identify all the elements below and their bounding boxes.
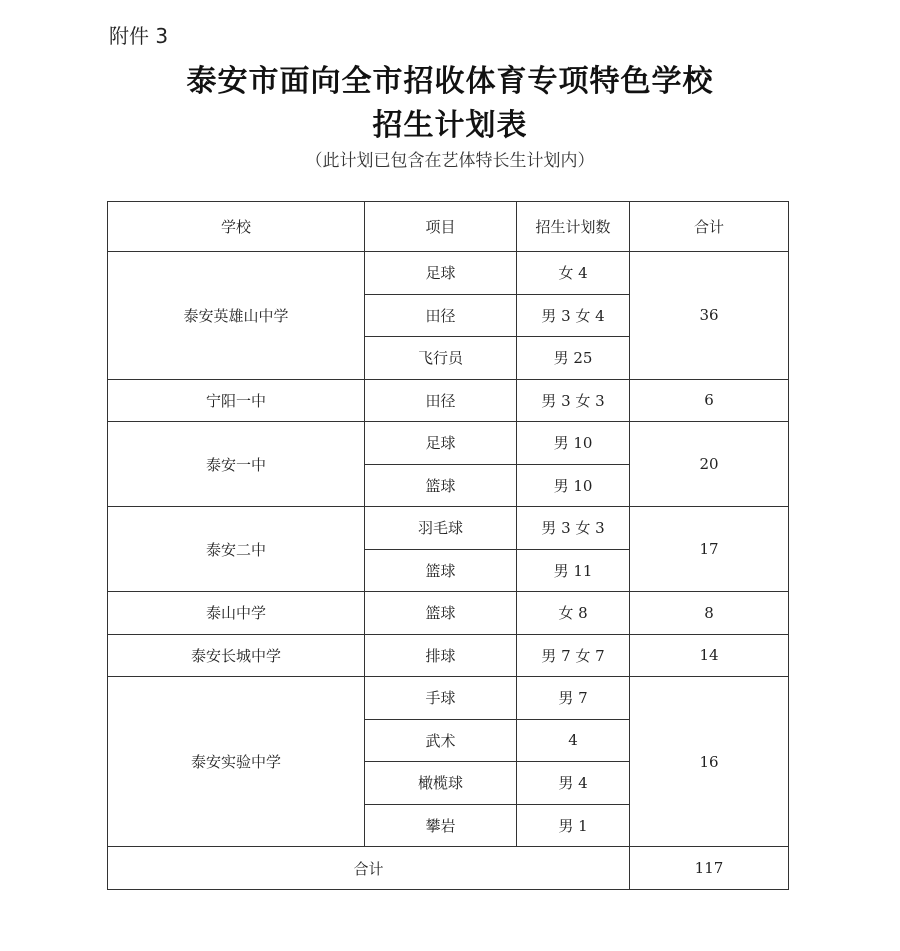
school-total-cell: 14 xyxy=(630,634,789,677)
sport-cell: 篮球 xyxy=(365,464,517,507)
school-total-cell: 8 xyxy=(630,592,789,635)
quota-cell: 男 25 xyxy=(517,337,630,380)
school-total-cell: 16 xyxy=(630,677,789,847)
sport-cell: 足球 xyxy=(365,252,517,295)
quota-cell: 男 4 xyxy=(517,762,630,805)
sport-cell: 田径 xyxy=(365,294,517,337)
quota-cell: 女 4 xyxy=(517,252,630,295)
table-body xyxy=(108,252,789,890)
school-cell: 泰安英雄山中学 xyxy=(108,252,365,380)
attachment-label: 附件 3 xyxy=(109,24,169,48)
sport-cell: 田径 xyxy=(365,379,517,422)
document-subtitle: 招生计划表 xyxy=(372,108,528,143)
quota-cell: 男 7 女 7 xyxy=(517,634,630,677)
quota-cell: 男 3 女 3 xyxy=(517,379,630,422)
quota-cell: 男 7 xyxy=(517,677,630,720)
sport-cell: 排球 xyxy=(365,634,517,677)
sport-cell: 羽毛球 xyxy=(365,507,517,550)
school-cell: 泰安长城中学 xyxy=(108,634,365,677)
table-row xyxy=(108,677,789,720)
school-total-cell: 6 xyxy=(630,379,789,422)
school-cell: 泰安实验中学 xyxy=(108,677,365,847)
table-row xyxy=(108,422,789,465)
sport-cell: 武术 xyxy=(365,719,517,762)
quota-cell: 男 10 xyxy=(517,464,630,507)
quota-cell: 男 10 xyxy=(517,422,630,465)
quota-cell: 男 3 女 4 xyxy=(517,294,630,337)
sport-cell: 攀岩 xyxy=(365,804,517,847)
document-title: 泰安市面向全市招收体育专项特色学校 xyxy=(186,64,714,99)
school-total-cell: 36 xyxy=(630,252,789,380)
table-row xyxy=(108,252,789,295)
school-cell: 泰山中学 xyxy=(108,592,365,635)
sport-cell: 橄榄球 xyxy=(365,762,517,805)
grand-total-row xyxy=(108,847,789,890)
grand-total-label: 合计 xyxy=(108,847,630,890)
table-row xyxy=(108,592,789,635)
plan-note: （此计划已包含在艺体特长生计划内） xyxy=(305,151,595,171)
quota-cell: 4 xyxy=(517,719,630,762)
sport-cell: 篮球 xyxy=(365,549,517,592)
header-total: 合计 xyxy=(630,202,789,252)
school-total-cell: 17 xyxy=(630,507,789,592)
table-row xyxy=(108,379,789,422)
sport-cell: 手球 xyxy=(365,677,517,720)
table-row xyxy=(108,634,789,677)
school-total-cell: 20 xyxy=(630,422,789,507)
grand-total-value: 117 xyxy=(630,847,789,890)
header-row xyxy=(108,202,789,252)
sport-cell: 飞行员 xyxy=(365,337,517,380)
quota-cell: 女 8 xyxy=(517,592,630,635)
quota-cell: 男 11 xyxy=(517,549,630,592)
school-cell: 泰安二中 xyxy=(108,507,365,592)
quota-cell: 男 1 xyxy=(517,804,630,847)
header-school: 学校 xyxy=(108,202,365,252)
school-cell: 泰安一中 xyxy=(108,422,365,507)
header-quota: 招生计划数 xyxy=(517,202,630,252)
enrollment-plan-table xyxy=(107,201,789,890)
table-row xyxy=(108,507,789,550)
school-cell: 宁阳一中 xyxy=(108,379,365,422)
sport-cell: 篮球 xyxy=(365,592,517,635)
sport-cell: 足球 xyxy=(365,422,517,465)
quota-cell: 男 3 女 3 xyxy=(517,507,630,550)
header-sport: 项目 xyxy=(365,202,517,252)
